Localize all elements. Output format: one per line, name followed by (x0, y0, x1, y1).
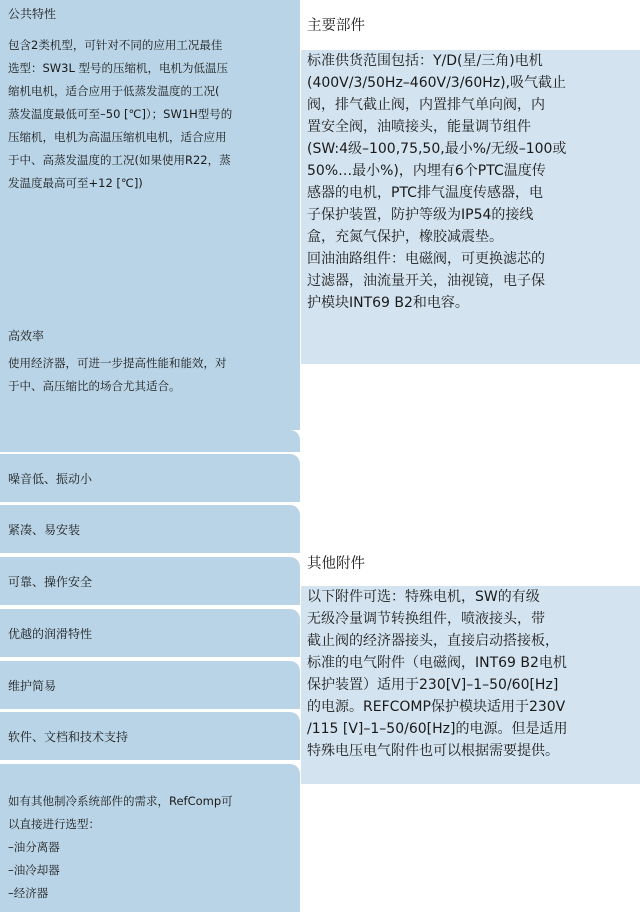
strip-label: 维护简易 (8, 678, 57, 693)
main-parts-line: 阀，排气截止阀，内置排气单向阀，内 (307, 97, 545, 113)
main-parts-title: 主要部件 (307, 18, 365, 34)
accessories-line: –油分离器 (8, 840, 60, 854)
features-line: 发温度最高可至+12 [℃]) (8, 176, 143, 190)
main-parts-line: 护模块INT69 B2和电容。 (307, 295, 469, 311)
main-parts-line: 置安全阀，油喷接头，能量调节组件 (307, 119, 531, 135)
accessories-line: –油冷却器 (8, 863, 60, 877)
block-filler (0, 440, 300, 452)
other-line: 截止阀的经济器接头，直接启动搭接板， (307, 633, 559, 649)
feature-strip (0, 661, 300, 709)
strip-label: 软件、文档和技术支持 (8, 729, 129, 744)
main-parts-line: 回油油路组件：电磁阀，可更换滤芯的 (307, 251, 545, 267)
main-parts-line: 盒，充氮气保护，橡胶减震垫。 (307, 229, 503, 245)
strip-label: 可靠、操作安全 (8, 574, 93, 589)
other-line: 保护装置）适用于230[V]–1–50/60[Hz] (307, 677, 559, 693)
strip-label: 紧凑、易安装 (8, 522, 81, 537)
strip-label: 噪音低、振动小 (8, 471, 93, 486)
efficiency-title: 高效率 (8, 329, 45, 343)
features-line: 包含2类机型，可针对不同的应用工况最佳 (8, 38, 223, 52)
accessories-line: –经济器 (8, 886, 49, 900)
main-parts-line: 50%…最小%)，内埋有6个PTC温度传 (307, 163, 546, 179)
features-line: 选型：SW3L 型号的压缩机，电机为低温压 (8, 61, 229, 75)
block-divider (0, 430, 300, 440)
left-column (0, 0, 300, 912)
efficiency-line: 使用经济器，可进一步提高性能和能效，对 (8, 356, 227, 370)
main-parts-line: 标准供货范围包括：Y/D(星/三角)电机 (307, 53, 543, 69)
main-parts-line: 子保护装置，防护等级为IP54的接线 (307, 207, 534, 223)
right-column (301, 0, 640, 912)
accessories-line: 以直接进行选型： (8, 817, 100, 831)
feature-strip (0, 712, 300, 760)
feature-strip (0, 454, 300, 502)
efficiency-line: 于中、高压缩比的场合尤其适合。 (8, 379, 181, 393)
feature-strip (0, 557, 300, 605)
other-accessories-block (301, 586, 640, 784)
features-line: 于中、高蒸发温度的工况(如果使用R22，蒸 (8, 153, 231, 167)
other-line: 标准的电气附件（电磁阀，INT69 B2电机 (307, 655, 567, 671)
other-line: 特殊电压电气附件也可以根据需要提供。 (307, 743, 559, 759)
main-parts-block (301, 50, 640, 364)
features-block (0, 0, 300, 430)
main-parts-line: 过滤器，油流量开关，油视镜，电子保 (307, 273, 545, 289)
other-line: 的电源。REFCOMP保护模块适用于230V (307, 699, 566, 715)
strip-label: 优越的润滑特性 (8, 626, 93, 641)
feature-strip (0, 609, 300, 657)
main-parts-line: (400V/3/50Hz–460V/3/60Hz),吸气截止 (307, 75, 567, 91)
other-line: 无级冷量调节转换组件，喷液接头，带 (307, 611, 545, 627)
features-line: 蒸发温度最低可至–50 [℃]）；SW1H型号的 (8, 107, 233, 121)
accessories-line: 如有其他制冷系统部件的需求，RefComp可 (8, 794, 233, 808)
features-line: 缩机电机，适合应用于低蒸发温度的工况( (8, 84, 220, 98)
other-line: /115 [V]–1–50/60[Hz]的电源。但是适用 (307, 721, 568, 737)
other-accessories-title: 其他附件 (307, 556, 365, 572)
features-title: 公共特性 (8, 7, 57, 21)
main-parts-line: (SW:4级–100,75,50,最小%/无级–100或 (307, 141, 567, 157)
accessories-block (0, 764, 300, 912)
features-line: 压缩机，电机为高温压缩机电机，适合应用 (8, 130, 227, 144)
main-parts-line: 感器的电机，PTC排气温度传感器，电 (307, 185, 543, 201)
other-line: 以下附件可选：特殊电机，SW的有级 (307, 589, 540, 605)
feature-strip (0, 505, 300, 553)
